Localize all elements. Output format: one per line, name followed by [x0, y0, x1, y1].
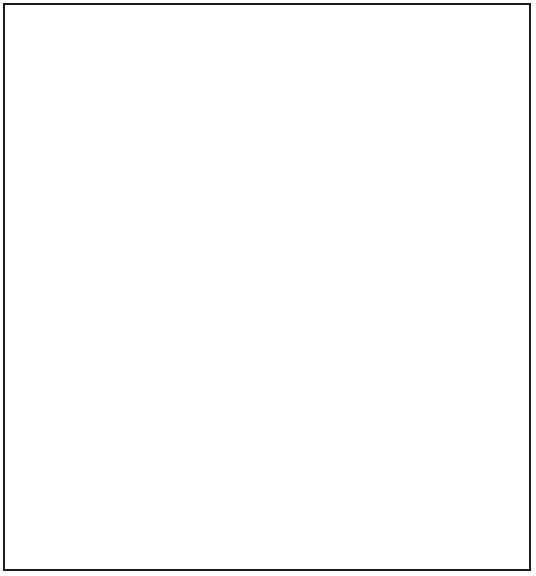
notice-signature [12, 545, 522, 563]
auction-notice [3, 3, 531, 571]
notice-title [12, 11, 522, 31]
notice-body [12, 34, 522, 543]
